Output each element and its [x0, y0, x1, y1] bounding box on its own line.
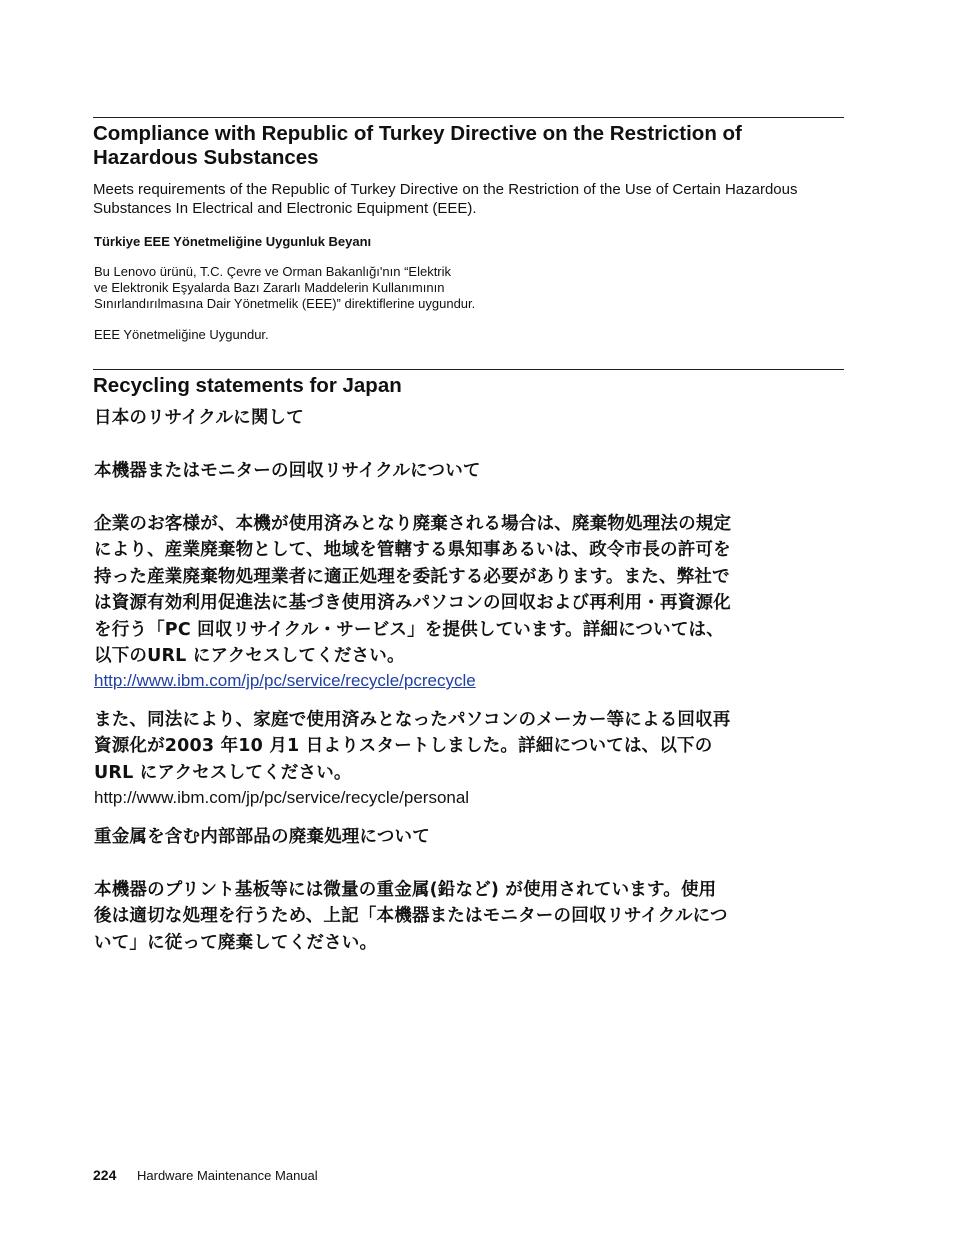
turkey-intro-line-1: Meets requirements of the Republic of Turkey Directive on the Restriction of the Use of Certain Hazardous: [93, 181, 798, 198]
turkey-declaration-line-2: ve Elektronik Eşyalarda Bazı Zararlı Maddelerin Kullanımının: [94, 280, 445, 295]
pcrecycle-link[interactable]: http://www.ibm.com/jp/pc/service/recycle/pcrecycle: [94, 671, 476, 690]
turkey-conformity: EEE Yönetmeliğine Uygundur.: [94, 327, 269, 342]
turkey-heading: Compliance with Republic of Turkey Directive on the Restriction of Hazardous Substances: [93, 122, 742, 169]
page-number: 224: [93, 1167, 117, 1183]
manual-title: Hardware Maintenance Manual: [137, 1168, 318, 1183]
japan-section3-line-3: いて」に従って廃棄してください。: [94, 933, 378, 953]
japan-section3-line-1: 本機器のプリント基板等には微量の重金属(鉛など) が使用されています。使用: [94, 880, 717, 900]
turkey-declaration-line-3: Sınırlandırılmasına Dair Yönetmelik (EEE)” direktiflerine uygundur.: [94, 296, 476, 311]
section-divider-turkey: [93, 117, 844, 118]
japan-heading: Recycling statements for Japan: [93, 374, 402, 397]
japan-section2-line-2: 資源化が2003 年10 月1 日よりスタートしました。詳細については、以下の: [94, 736, 713, 756]
japan-section1-title: 本機器またはモニターの回収リサイクルについて: [94, 461, 481, 481]
turkey-declaration-line-1: Bu Lenovo ürünü, T.C. Çevre ve Orman Bakanlığı'nın “Elektrik: [94, 264, 452, 279]
japan-section1-line-1: 企業のお客様が、本機が使用済みとなり廃棄される場合は、廃棄物処理法の規定: [94, 514, 732, 534]
japan-section1-line-6: 以下のURL にアクセスしてください。: [94, 646, 405, 666]
japan-jp-title: 日本のリサイクルに関して: [94, 408, 304, 428]
japan-section1-line-5: を行う「PC 回収リサイクル・サービス」を提供しています。詳細については、: [94, 620, 724, 640]
japan-section3-line-2: 後は適切な処理を行うため、上記「本機器またはモニターの回収リサイクルにつ: [94, 906, 728, 926]
turkey-intro-line-2: Substances In Electrical and Electronic Equipment (EEE).: [93, 200, 477, 217]
japan-section2-line-3: URL にアクセスしてください。: [94, 763, 352, 783]
japan-section1-line-3: 持った産業廃棄物処理業者に適正処理を委託する必要があります。また、弊社で: [94, 567, 730, 587]
japan-section1-line-4: は資源有効利用促進法に基づき使用済みパソコンの回収および再利用・再資源化: [94, 593, 731, 613]
turkey-declaration-title: Türkiye EEE Yönetmeliğine Uygunluk Beyanı: [94, 234, 372, 249]
japan-section1-line-2: により、産業廃棄物として、地域を管轄する県知事あるいは、政令市長の許可を: [94, 540, 731, 560]
section-divider-japan: [93, 369, 844, 370]
personal-recycle-url: http://www.ibm.com/jp/pc/service/recycle/personal: [94, 788, 470, 807]
japan-section3-title: 重金属を含む内部部品の廃棄処理について: [94, 827, 430, 847]
japan-section2-line-1: また、同法により、家庭で使用済みとなったパソコンのメーカー等による回収再: [94, 710, 731, 730]
